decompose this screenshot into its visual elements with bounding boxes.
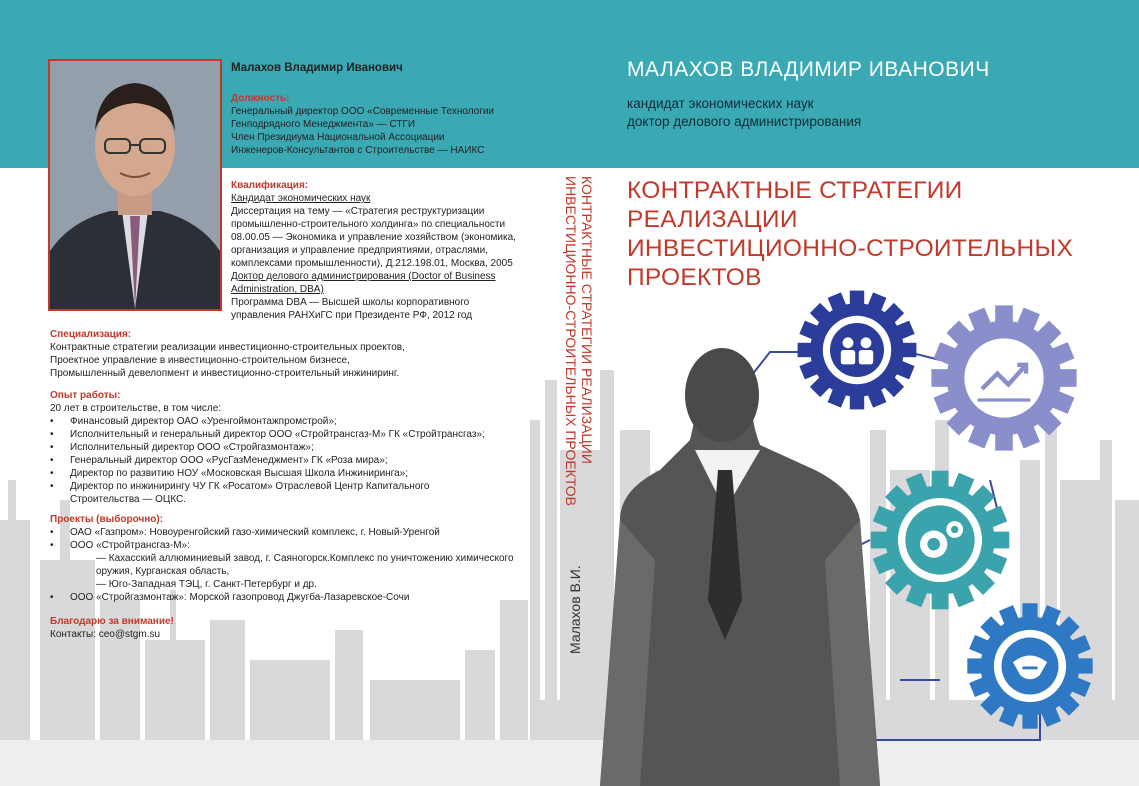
handshake-gear-icon bbox=[967, 603, 1092, 728]
experience-heading: Опыт работы: bbox=[50, 390, 121, 401]
experience-block bbox=[50, 389, 525, 506]
qualification-block bbox=[231, 179, 526, 322]
project-subitem: оружия, Курганская область, bbox=[96, 566, 230, 577]
position-line: Инженеров-Консультантов с Строительстве — НАИКС bbox=[231, 145, 485, 156]
projects-block bbox=[50, 513, 528, 604]
specialization-line: Контрактные стратегии реализации инвестиционно-строительных проектов, bbox=[50, 342, 405, 353]
book-title-line: ИНВЕСТИЦИОННО-СТРОИТЕЛЬНЫХ bbox=[627, 235, 1074, 262]
thanks-text: Благодарю за внимание! bbox=[50, 616, 174, 627]
qualification-heading: Квалификация: bbox=[231, 180, 309, 191]
qualification-line: комплексами промышленности), Д.212.198.01, Москва, 2005 bbox=[231, 258, 513, 269]
qualification-line: управления РАНХиГС при Президенте РФ, 2012 год bbox=[231, 310, 473, 321]
front-illustration bbox=[600, 290, 1139, 786]
experience-item: • Генеральный директор ООО «РусГазМенеджмент» ГК «Роза мира»; bbox=[50, 454, 525, 467]
book-title-line: РЕАЛИЗАЦИИ bbox=[627, 206, 798, 233]
experience-item-continuation: Строительства — ОЦКС. bbox=[70, 494, 187, 505]
front-degrees bbox=[627, 95, 861, 131]
project-subitem: — Юго-Западная ТЭЦ, г. Санкт-Петербург и др. bbox=[96, 579, 317, 590]
contacts-text: Контакты: ceo@stgm.su bbox=[50, 629, 161, 640]
author-name-back: Малахов Владимир Иванович bbox=[231, 62, 403, 74]
position-heading: Должность: bbox=[231, 93, 290, 104]
experience-item: • Исполнительный и генеральный директор ООО «Стройтрансгаз-М» ГК «Стройтрансгаз»; bbox=[50, 428, 525, 441]
author-portrait bbox=[48, 59, 222, 311]
project-item: • ОАО «Газпром»: Новоуренгойский газо-химический комплекс, г. Новый-Уренгой bbox=[50, 526, 528, 539]
closing-block bbox=[50, 615, 350, 641]
projects-heading: Проекты (выборочно): bbox=[50, 514, 164, 525]
position-line: Член Президиума Национальной Ассоциации bbox=[231, 132, 445, 143]
settings-gear-icon bbox=[871, 471, 1010, 610]
project-item: • ООО «Стройтрансгаз-М»: bbox=[50, 539, 528, 552]
position-block bbox=[231, 92, 521, 157]
front-degree: доктор делового администрирования bbox=[627, 114, 862, 129]
qualification-degree-2: Доктор делового администрирования (Doctor of Business bbox=[231, 271, 496, 282]
specialization-line: Промышленный девелопмент и инвестиционно-строительный инжиниринг. bbox=[50, 368, 400, 379]
book-title bbox=[627, 176, 1073, 292]
spine-title-line: ИНВЕСТИЦИОННО-СТРОИТЕЛЬНЫХ ПРОЕКТОВ bbox=[563, 176, 579, 506]
businessman-silhouette bbox=[600, 348, 880, 786]
experience-item: • Исполнительный директор ООО «Стройгазмонтаж»; bbox=[50, 441, 525, 454]
position-line: Генеральный директор ООО «Современные Технологии bbox=[231, 106, 495, 117]
front-degree: кандидат экономических наук bbox=[627, 96, 814, 111]
experience-item: • Финансовый директор ОАО «Уренгоймонтажпромстрой»; bbox=[50, 415, 525, 428]
project-subitem: — Кахасский аллюминиевый завод, г. Саяногорск.Комплекс по уничтожению химического bbox=[96, 553, 514, 564]
spine-author: Малахов В.И. bbox=[567, 565, 583, 654]
specialization-block bbox=[50, 328, 520, 380]
book-title-line: КОНТРАКТНЫЕ СТРАТЕГИИ bbox=[627, 177, 963, 204]
qualification-line: промышленно-строительного холдинга» по специальности bbox=[231, 219, 506, 230]
qualification-line: Диссертация на тему — «Стратегия реструктуризации bbox=[231, 206, 485, 217]
experience-item: • Директор по развитию НОУ «Московская Высшая Школа Инжиниринга»; bbox=[50, 467, 525, 480]
qualification-degree-1: Кандидат экономических наук bbox=[231, 193, 371, 204]
qualification-line: организация и управление предприятиями, отраслями, bbox=[231, 245, 488, 256]
qualification-degree-2-cont: Administration, DBA) bbox=[231, 284, 324, 295]
spine-title-line: КОНТРАКТНЫЕ СТРАТЕГИИ РЕАЛИЗАЦИИ bbox=[579, 176, 595, 464]
front-author-name: МАЛАХОВ ВЛАДИМИР ИВАНОВИЧ bbox=[627, 58, 990, 81]
position-line: Генподрядного Менеджмента» — СТГИ bbox=[231, 119, 416, 130]
meeting-gear-icon bbox=[798, 291, 917, 410]
specialization-line: Проектное управление в инвестиционно-строительном бизнесе, bbox=[50, 355, 350, 366]
book-title-line: ПРОЕКТОВ bbox=[627, 264, 762, 291]
specialization-heading: Специализация: bbox=[50, 329, 132, 340]
project-item: • ООО «Стройгазмонтаж»: Морской газопровод Джугба-Лазаревское-Сочи bbox=[50, 591, 528, 604]
experience-intro: 20 лет в строительстве, в том числе: bbox=[50, 403, 222, 414]
qualification-line: 08.00.05 — Экономика и управление хозяйством (экономика, bbox=[231, 232, 516, 243]
qualification-line: Программа DBA — Высшей школы корпоративного bbox=[231, 297, 470, 308]
growth-chart-gear-icon bbox=[931, 305, 1076, 450]
experience-item: • Директор по инжинирингу ЧУ ГК «Росатом» Отраслевой Центр Капитального bbox=[50, 480, 525, 493]
